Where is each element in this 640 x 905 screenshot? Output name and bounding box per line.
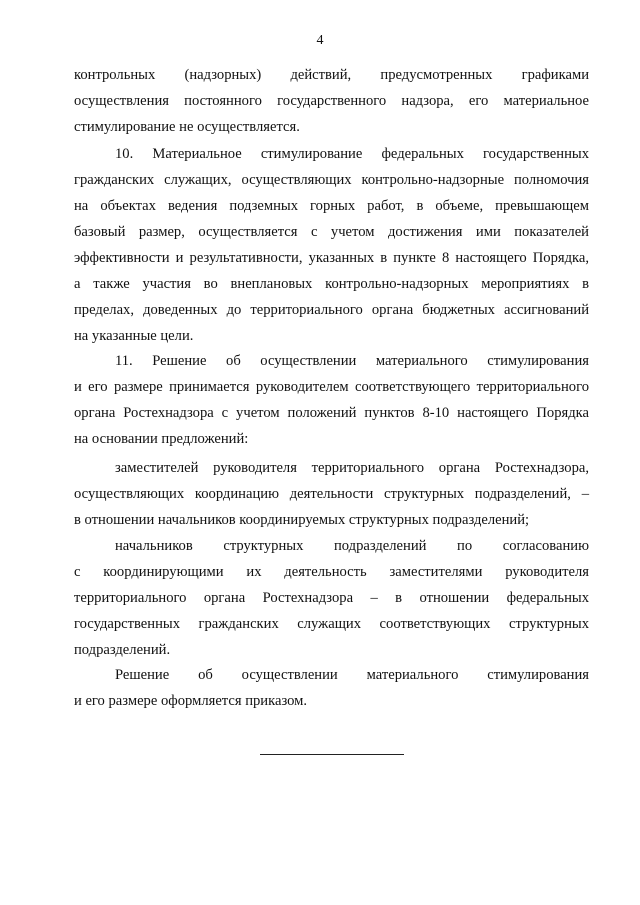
paragraph-11 [74,348,589,452]
text-line: Решение об осуществлении материального стимулирования [115,667,589,683]
paragraph-deputies [74,455,589,533]
text-line: и его размере принимается руководителем соответствующего территориального [74,379,589,395]
text-line: на указанные цели. [74,328,194,344]
paragraph-decision [74,662,589,714]
paragraph-10 [74,141,589,349]
paragraph-heads [74,533,589,663]
text-line: осуществляющих координацию деятельности структурных подразделений, – [74,486,589,502]
text-line: государственных гражданских служащих соответствующих структурных [74,616,589,632]
text-line: территориального органа Ростехнадзора – в отношении федеральных [74,590,589,606]
text-line: а также участия во внеплановых контрольно-надзорных мероприятиях в [74,276,589,292]
text-line: осуществления постоянного государственного надзора, его материальное [74,93,589,109]
text-line: органа Ростехнадзора с учетом положений пунктов 8-10 настоящего Порядка [74,405,589,421]
text-line: 10. Материальное стимулирование федеральных государственных [115,146,589,162]
page-number: 4 [316,33,324,48]
text-line: в отношении начальников координируемых структурных подразделений; [74,512,530,528]
paragraph-continuation [74,62,589,140]
text-line: стимулирование не осуществляется. [74,119,300,135]
text-line: контрольных (надзорных) действий, предусмотренных графиками [74,67,589,83]
text-line: гражданских служащих, осуществляющих контрольно-надзорные полномочия [74,172,589,188]
text-line: и его размере оформляется приказом. [74,693,308,709]
text-line: начальников структурных подразделений по согласованию [115,538,589,554]
text-line: 11. Решение об осуществлении материального стимулирования [115,353,589,369]
text-line: с координирующими их деятельность заместителями руководителя [74,564,589,580]
text-line: пределах, доведенных до территориального органа бюджетных ассигнований [74,302,589,318]
text-line: базовый размер, осуществляется с учетом достижения ими показателей [74,224,589,240]
text-line: эффективности и результативности, указанных в пункте 8 настоящего Порядка, [74,250,589,266]
text-line: на объектах ведения подземных горных работ, в объеме, превышающем [74,198,589,214]
text-line: подразделений. [74,642,171,658]
text-line: заместителей руководителя территориального органа Ростехнадзора, [115,460,589,476]
text-line: на основании предложений: [74,431,249,447]
end-divider [260,754,404,755]
